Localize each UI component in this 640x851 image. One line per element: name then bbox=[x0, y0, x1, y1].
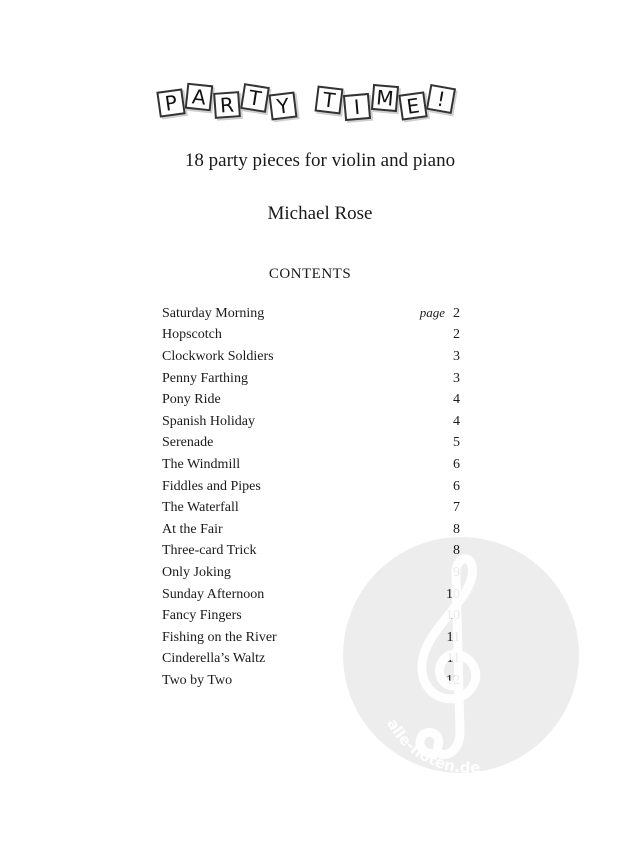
entry-page: 8 bbox=[453, 543, 460, 559]
title-tile: P bbox=[156, 88, 185, 117]
entry-page: 11 bbox=[446, 651, 460, 667]
entry-title: Pony Ride bbox=[162, 392, 221, 408]
author-name: Michael Rose bbox=[267, 203, 373, 224]
contents-entry bbox=[162, 411, 460, 433]
entry-page: 12 bbox=[446, 672, 460, 688]
entry-title: Saturday Morning bbox=[162, 305, 265, 321]
contents-entry bbox=[162, 368, 460, 390]
entry-page: 3 bbox=[453, 370, 460, 386]
title-tile: T bbox=[315, 86, 344, 115]
entry-page: 8 bbox=[453, 521, 460, 537]
contents-entry bbox=[162, 346, 460, 368]
entry-page: 11 bbox=[446, 629, 460, 645]
entry-title: Only Joking bbox=[162, 564, 231, 580]
entry-title: Sunday Afternoon bbox=[162, 586, 265, 602]
title-tile: Y bbox=[269, 92, 298, 121]
title-tile: R bbox=[213, 91, 241, 119]
entry-title: Spanish Holiday bbox=[162, 413, 255, 429]
entry-title: Cinderella’s Waltz bbox=[162, 651, 266, 667]
title-tile: E bbox=[398, 91, 427, 120]
entry-title: Two by Two bbox=[162, 672, 233, 688]
entry-title: Serenade bbox=[162, 435, 214, 451]
entry-page: 5 bbox=[453, 435, 460, 451]
title-tile: A bbox=[185, 83, 214, 112]
watermark-text: alle-noten.de bbox=[383, 715, 481, 774]
entry-page: 9 bbox=[453, 564, 460, 580]
contents-entry bbox=[162, 325, 460, 347]
entry-title: Hopscotch bbox=[162, 327, 222, 343]
title-tile: M bbox=[371, 84, 399, 112]
contents-entry bbox=[162, 476, 460, 498]
entry-title: Penny Farthing bbox=[162, 370, 248, 386]
entry-title: Fiddles and Pipes bbox=[162, 478, 261, 494]
entry-page: 2 bbox=[453, 306, 460, 322]
entry-title: The Waterfall bbox=[162, 500, 239, 516]
contents-heading: CONTENTS bbox=[268, 266, 352, 282]
entry-title: Three-card Trick bbox=[162, 543, 257, 559]
page-label: page bbox=[419, 305, 445, 321]
title-logo bbox=[0, 82, 640, 132]
entry-page: 7 bbox=[453, 500, 460, 516]
title-tile: I bbox=[343, 93, 371, 121]
contents-entry bbox=[162, 303, 460, 325]
entry-title: The Windmill bbox=[162, 456, 241, 472]
entry-title: Fancy Fingers bbox=[162, 608, 242, 624]
entry-page: 4 bbox=[453, 392, 460, 408]
entry-title: Clockwork Soldiers bbox=[162, 348, 274, 364]
watermark bbox=[342, 536, 580, 774]
entry-page: 6 bbox=[453, 478, 460, 494]
entry-page: 3 bbox=[453, 348, 460, 364]
contents-entry bbox=[162, 433, 460, 455]
subtitle: 18 party pieces for violin and piano bbox=[184, 150, 456, 171]
entry-page: 10 bbox=[446, 586, 460, 602]
entry-page: 10 bbox=[446, 608, 460, 624]
entry-title: At the Fair bbox=[162, 521, 223, 537]
title-tile: T bbox=[240, 83, 270, 113]
entry-page: 4 bbox=[453, 413, 460, 429]
contents-entry bbox=[162, 389, 460, 411]
contents-entry bbox=[162, 497, 460, 519]
entry-page: 6 bbox=[453, 456, 460, 472]
contents-entry bbox=[162, 454, 460, 476]
title-tile: ! bbox=[426, 84, 456, 114]
entry-page: 2 bbox=[453, 327, 460, 343]
entry-title: Fishing on the River bbox=[162, 629, 277, 645]
